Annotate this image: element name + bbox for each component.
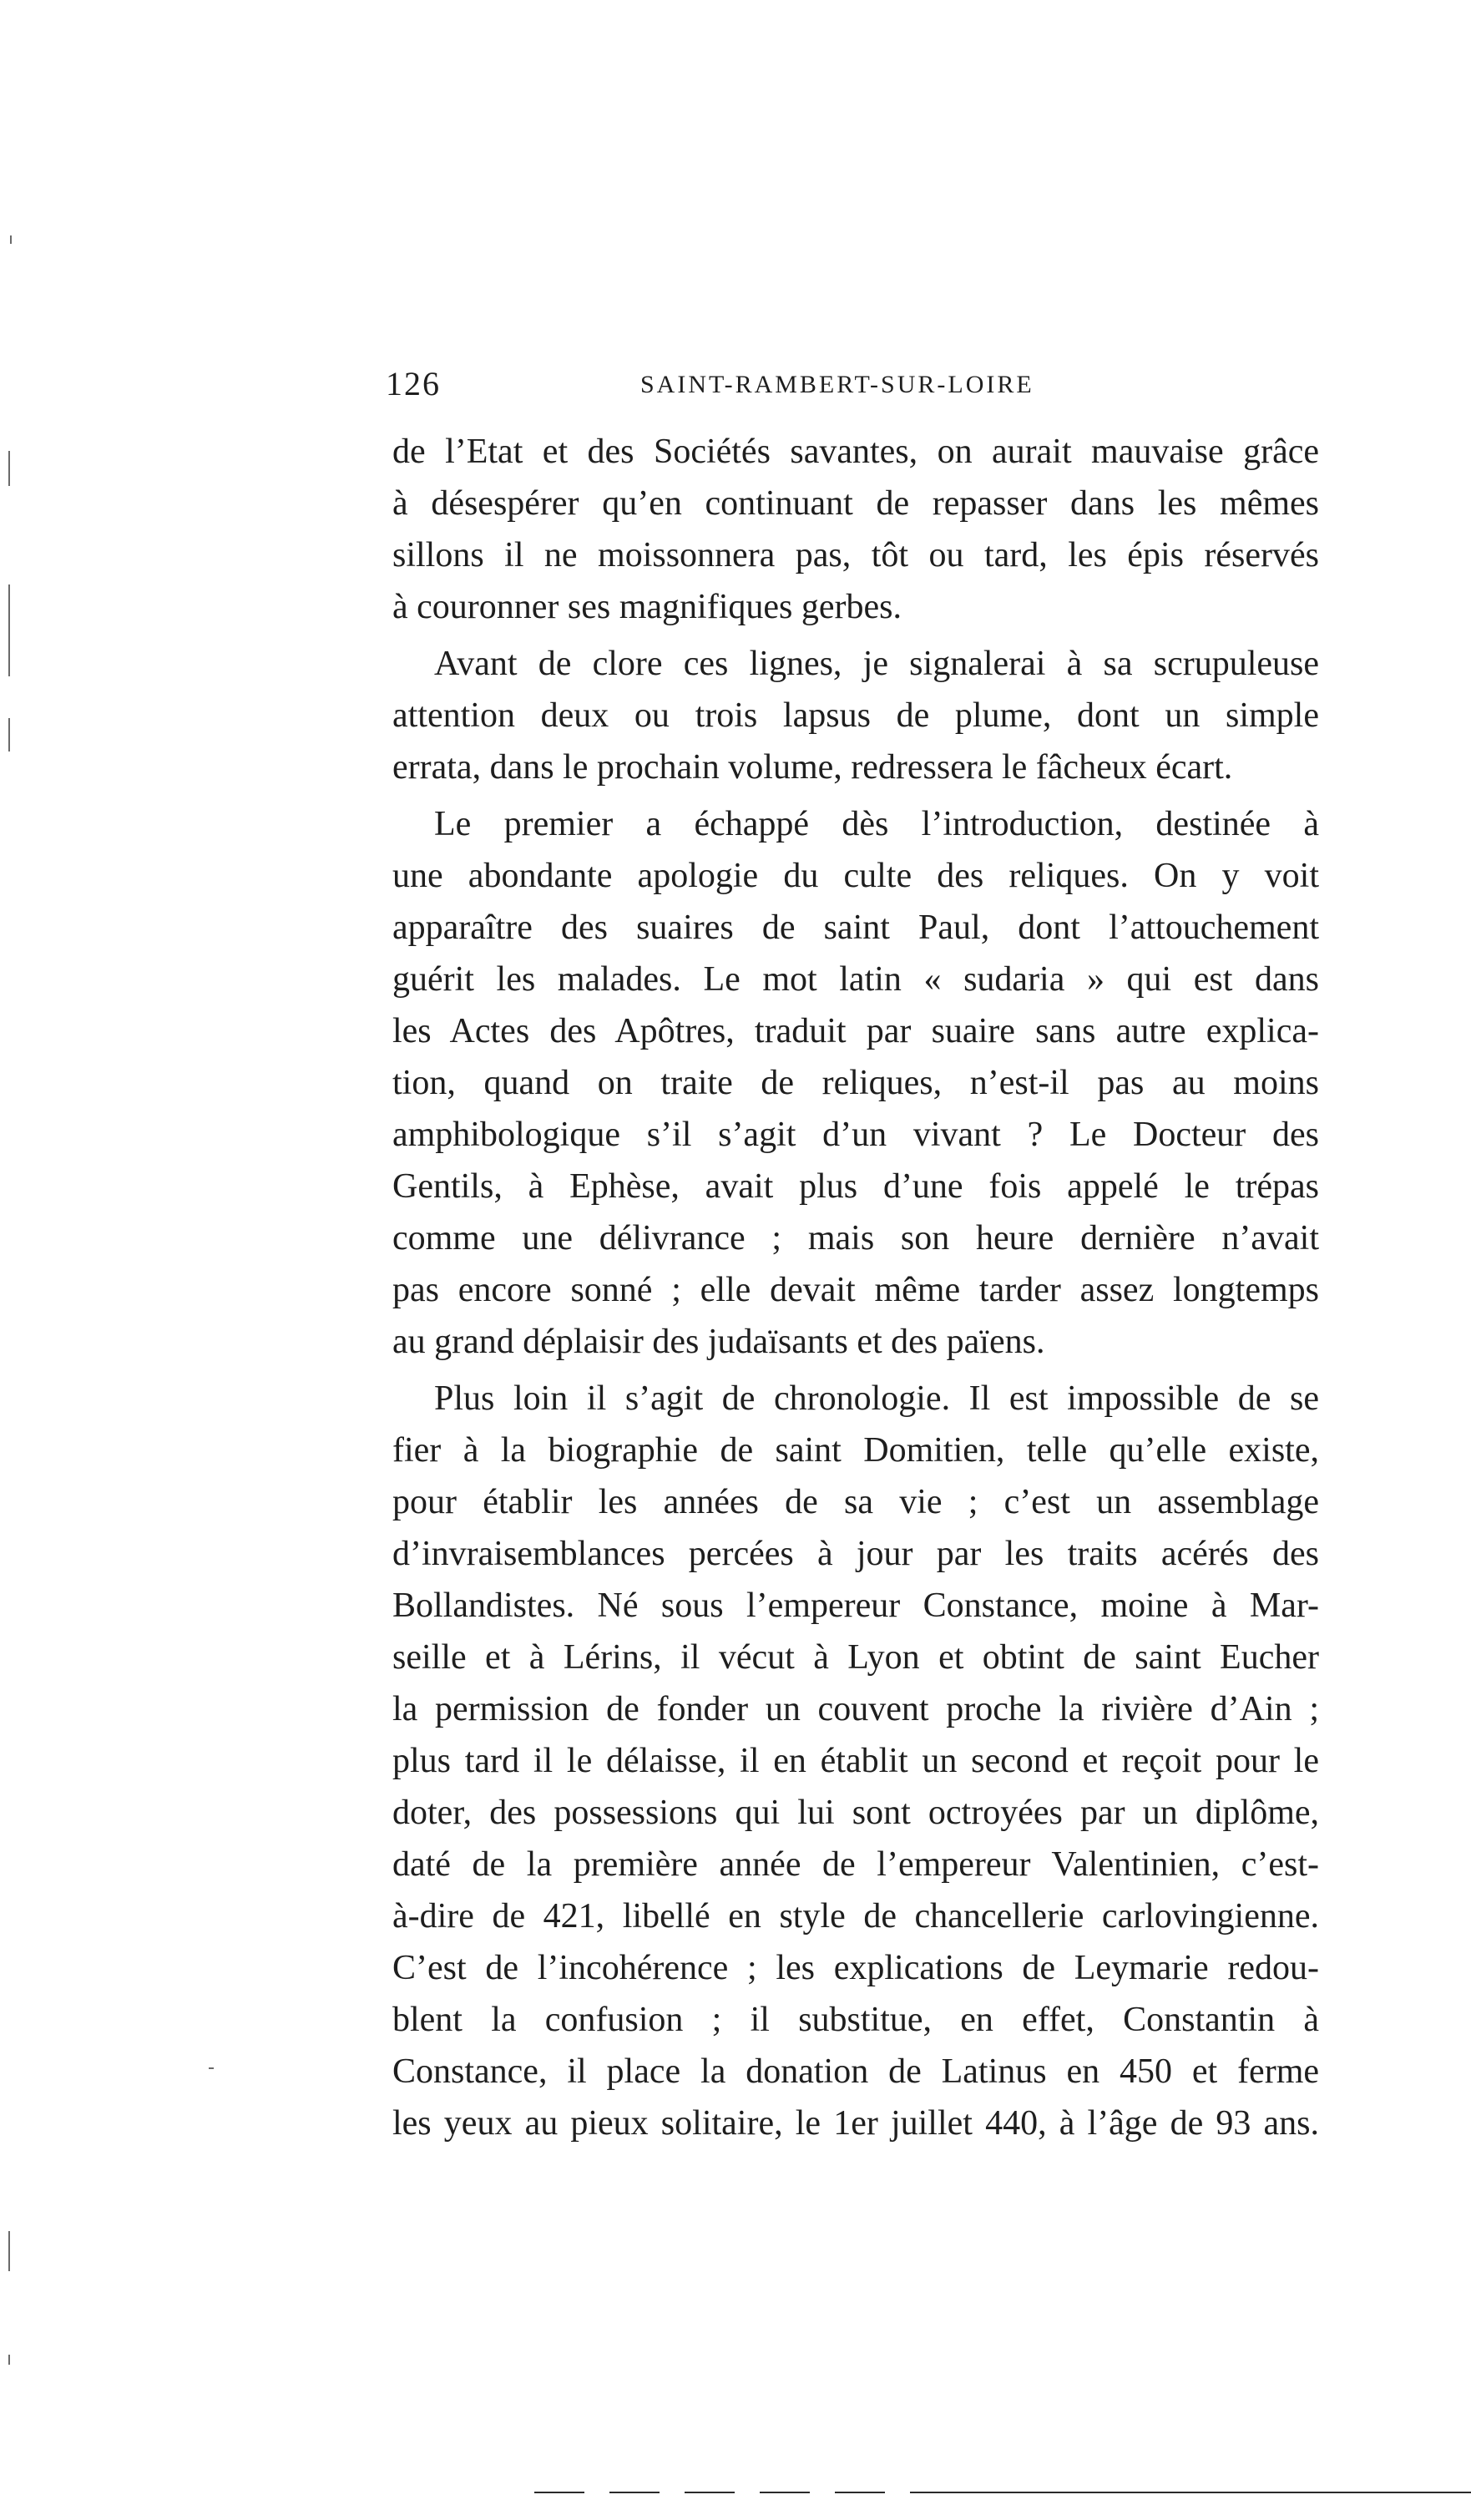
text-line: Plus loin il s’agit de chronologie. Il est impossible de se	[434, 1379, 1319, 1418]
scan-mark	[8, 718, 10, 751]
scan-mark	[10, 235, 12, 244]
text-line: attention deux ou trois lapsus de plume, dont un simple	[392, 696, 1319, 735]
text-line: Bollandistes. Né sous l’empereur Constance, moine à Mar-	[392, 1586, 1319, 1625]
text-line: guérit les malades. Le mot latin « sudaria » qui est dans	[392, 960, 1319, 999]
scan-mark	[8, 584, 10, 676]
scan-mark	[8, 451, 10, 486]
text-line: de l’Etat et des Sociétés savantes, on aurait mauvaise grâce	[392, 433, 1319, 471]
text-line: Gentils, à Ephèse, avait plus d’une fois appelé le trépas	[392, 1167, 1319, 1206]
text-line: à couronner ses magnifiques gerbes.	[392, 588, 902, 626]
text-line: pour établir les années de sa vie ; c’est un assemblage	[392, 1483, 1319, 1521]
bottom-rule	[910, 2492, 1471, 2493]
text-line: les yeux au pieux solitaire, le 1er juillet 440, à l’âge de 93 ans.	[392, 2104, 1319, 2143]
text-line: daté de la première année de l’empereur Valentinien, c’est-	[392, 1845, 1319, 1884]
text-line: blent la confusion ; il substitue, en effet, Constantin à	[392, 2001, 1319, 2039]
text-line: sillons il ne moissonnera pas, tôt ou tard, les épis réservés	[392, 536, 1319, 574]
bottom-rule	[835, 2492, 885, 2493]
bottom-rule	[685, 2492, 735, 2493]
running-head	[386, 364, 1312, 414]
text-line: à désespérer qu’en continuant de repasser dans les mêmes	[392, 484, 1319, 523]
text-line: pas encore sonné ; elle devait même tarder assez longtemps	[392, 1271, 1319, 1309]
scan-mark	[8, 2355, 10, 2365]
paragraph	[392, 426, 1319, 633]
text-line: doter, des possessions qui lui sont octroyées par un diplôme,	[392, 1794, 1319, 1832]
text-line: tion, quand on traite de reliques, n’est-il pas au moins	[392, 1064, 1319, 1102]
body-text	[392, 426, 1319, 2149]
bottom-rule	[760, 2492, 810, 2493]
text-line: Avant de clore ces lignes, je signalerai à sa scrupuleuse	[434, 645, 1319, 683]
text-line: C’est de l’incohérence ; les explications de Leymarie redou-	[392, 1949, 1319, 1987]
paragraph	[392, 638, 1319, 793]
text-line: errata, dans le prochain volume, redressera le fâcheux écart.	[392, 748, 1233, 787]
text-line: la permission de fonder un couvent proche la rivière d’Ain ;	[392, 1690, 1319, 1728]
scan-mark	[8, 2231, 10, 2271]
text-line: d’invraisemblances percées à jour par les traits acérés des	[392, 1535, 1319, 1573]
text-line: plus tard il le délaisse, il en établit un second et reçoit pour le	[392, 1742, 1319, 1780]
paragraph	[392, 1373, 1319, 2149]
text-line: seille et à Lérins, il vécut à Lyon et obtint de saint Eucher	[392, 1638, 1319, 1677]
running-title: SAINT-RAMBERT-SUR-LOIRE	[640, 371, 1034, 398]
text-line: amphibologique s’il s’agit d’un vivant ? Le Docteur des	[392, 1116, 1319, 1154]
text-line: Constance, il place la donation de Latinus en 450 et ferme	[392, 2052, 1319, 2091]
text-line: au grand déplaisir des judaïsants et des païens.	[392, 1323, 1045, 1361]
text-line: Le premier a échappé dès l’introduction, destinée à	[434, 805, 1319, 843]
text-line: apparaître des suaires de saint Paul, dont l’attouchement	[392, 908, 1319, 947]
scan-mark	[209, 2067, 214, 2069]
text-line: une abondante apologie du culte des reliques. On y voit	[392, 857, 1319, 895]
paragraph	[392, 798, 1319, 1368]
text-line: à-dire de 421, libellé en style de chancellerie carlovingienne.	[392, 1897, 1319, 1936]
text-line: les Actes des Apôtres, traduit par suaire sans autre explica-	[392, 1012, 1319, 1050]
page-number: 126	[386, 365, 441, 402]
text-line: comme une délivrance ; mais son heure dernière n’avait	[392, 1219, 1319, 1257]
bottom-rule	[609, 2492, 660, 2493]
text-line: fier à la biographie de saint Domitien, telle qu’elle existe,	[392, 1431, 1319, 1470]
bottom-rule	[534, 2492, 584, 2493]
